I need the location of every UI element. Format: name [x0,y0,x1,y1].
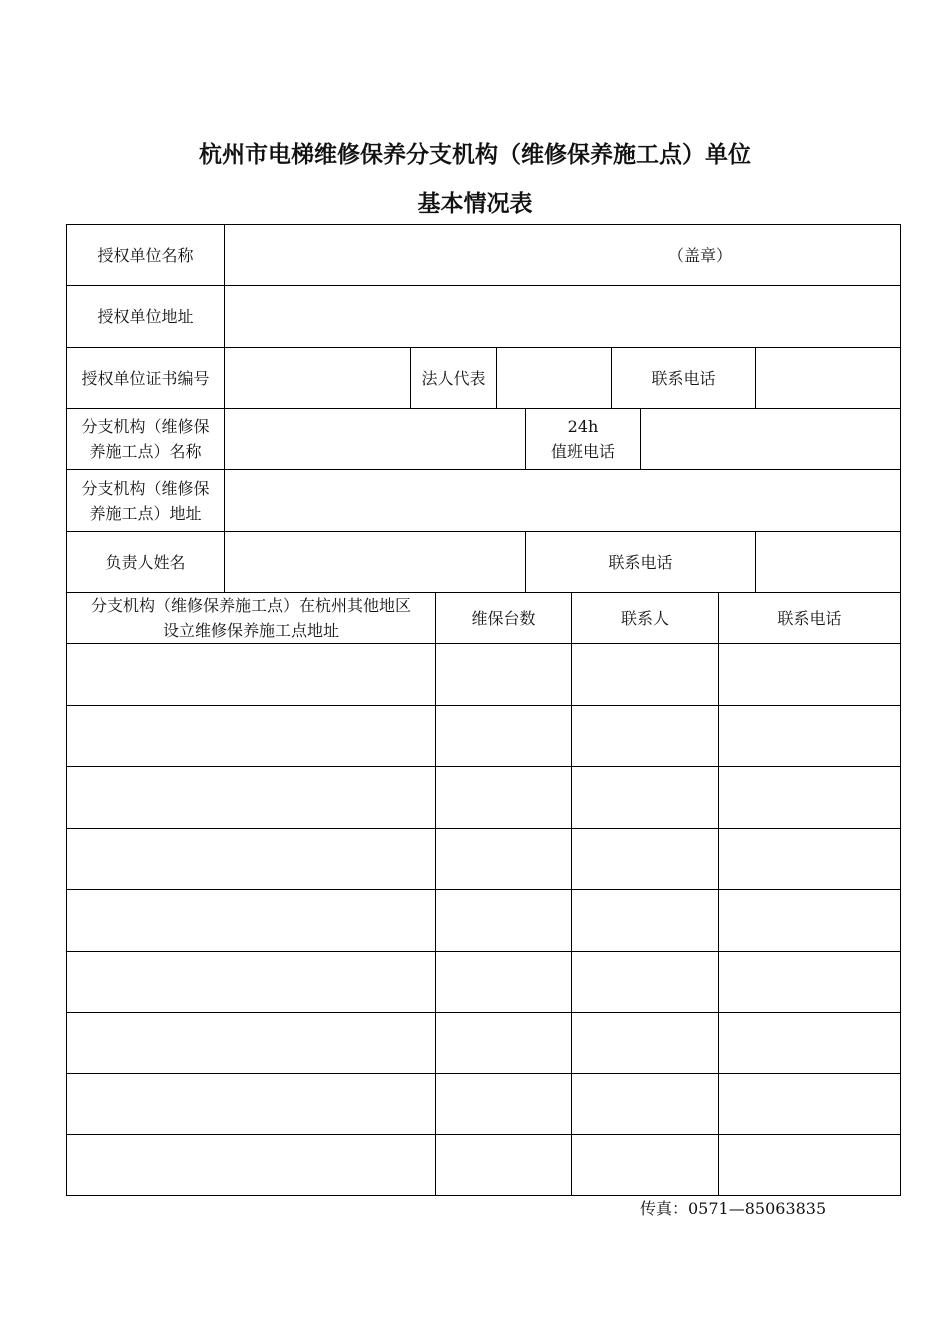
table-row [67,952,901,1013]
table-row [67,1013,901,1074]
duty-phone-field[interactable] [641,409,901,470]
auth-unit-address-field[interactable] [225,286,901,348]
sites-header-row [67,593,901,644]
sites-table [66,592,901,1196]
table-row [67,890,901,952]
seal-label: （盖章） [668,245,733,265]
site-units-cell[interactable] [436,767,572,829]
contact-phone-label: 联系电话 [612,348,756,409]
site-contact-cell[interactable] [572,706,719,767]
branch-address-label-line1: 分支机构（维修保 [81,478,210,498]
auth-cert-no-label: 授权单位证书编号 [67,348,225,409]
branch-address-label [67,470,225,532]
site-address-cell[interactable] [67,1013,436,1074]
auth-unit-name-label: 授权单位名称 [67,225,225,286]
auth-cert-no-field[interactable] [225,348,411,409]
site-phone-cell[interactable] [719,890,901,952]
legal-rep-field[interactable] [497,348,612,409]
table-row [67,706,901,767]
site-address-cell[interactable] [67,890,436,952]
site-address-cell[interactable] [67,644,436,706]
sites-address-header-line1: 分支机构（维修保养施工点）在杭州其他地区 [90,596,411,615]
site-phone-cell[interactable] [719,1135,901,1196]
contact-phone-field[interactable] [756,348,901,409]
site-units-cell[interactable] [436,706,572,767]
site-address-cell[interactable] [67,952,436,1013]
site-address-cell[interactable] [67,706,436,767]
site-units-cell[interactable] [436,890,572,952]
site-contact-cell[interactable] [572,644,719,706]
site-phone-cell[interactable] [719,829,901,890]
branch-address-field[interactable] [225,470,901,532]
manager-phone-label: 联系电话 [526,532,756,593]
site-units-cell[interactable] [436,644,572,706]
branch-name-field[interactable] [225,409,526,470]
auth-unit-name-field[interactable] [225,225,901,286]
sites-address-header [67,593,436,644]
site-address-cell[interactable] [67,1074,436,1135]
duty-phone-label [526,409,641,470]
site-address-cell[interactable] [67,1135,436,1196]
site-units-cell[interactable] [436,829,572,890]
site-contact-cell[interactable] [572,1013,719,1074]
site-address-cell[interactable] [67,829,436,890]
site-contact-cell[interactable] [572,767,719,829]
auth-unit-address-label: 授权单位地址 [67,286,225,348]
contact-person-header: 联系人 [572,593,719,644]
sites-address-header-line2: 设立维修保养施工点地址 [162,621,339,640]
site-contact-cell[interactable] [572,829,719,890]
form-title-line1: 杭州市电梯维修保养分支机构（维修保养施工点）单位 [199,141,751,168]
branch-name-label-line1: 分支机构（维修保 [81,417,210,436]
manager-name-field[interactable] [225,532,526,593]
site-contact-cell[interactable] [572,1135,719,1196]
site-contact-cell[interactable] [572,1074,719,1135]
site-contact-cell[interactable] [572,890,719,952]
site-phone-cell[interactable] [719,644,901,706]
unit-info-table [66,224,901,593]
fax-number: 传真：0571—85063835 [640,1199,827,1218]
site-phone-cell[interactable] [719,952,901,1013]
table-row [67,767,901,829]
branch-name-label-line2: 养施工点）名称 [89,442,202,461]
site-phone-cell[interactable] [719,706,901,767]
site-units-cell[interactable] [436,1135,572,1196]
site-phone-cell[interactable] [719,1074,901,1135]
legal-rep-label: 法人代表 [411,348,497,409]
manager-name-label: 负责人姓名 [67,532,225,593]
manager-phone-field[interactable] [756,532,901,593]
table-row [67,1074,901,1135]
branch-name-label [67,409,225,470]
site-phone-cell[interactable] [719,767,901,829]
site-units-cell[interactable] [436,1074,572,1135]
table-row [67,829,901,890]
units-header: 维保台数 [436,593,572,644]
table-row [67,1135,901,1196]
site-units-cell[interactable] [436,952,572,1013]
site-phone-cell[interactable] [719,1013,901,1074]
branch-address-label-line2: 养施工点）地址 [89,503,202,523]
site-address-cell[interactable] [67,767,436,829]
form-title-line2: 基本情况表 [417,190,533,217]
duty-phone-label-line1: 24h [567,417,599,436]
table-row [67,644,901,706]
contact-phone-header: 联系电话 [719,593,901,644]
site-contact-cell[interactable] [572,952,719,1013]
site-units-cell[interactable] [436,1013,572,1074]
duty-phone-label-line2: 值班电话 [550,442,615,461]
